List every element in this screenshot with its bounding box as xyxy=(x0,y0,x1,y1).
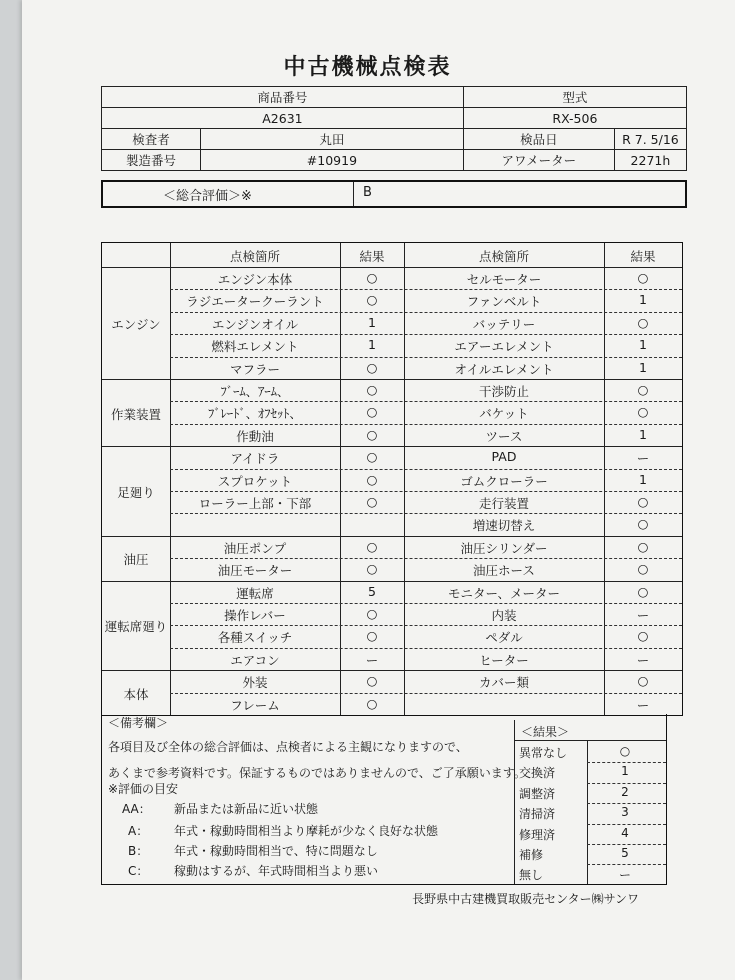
inspection-result-right: 1 xyxy=(639,292,647,308)
inspection-item-left: 運転席 xyxy=(236,585,274,601)
legend-value: 5 xyxy=(621,846,629,860)
inspector-label: 検査者 xyxy=(102,129,201,150)
legend-value: ー xyxy=(618,868,631,883)
inspection-result-left: ○ xyxy=(366,695,378,711)
legend-key: 交換済 xyxy=(519,766,556,781)
legend-row xyxy=(515,803,666,823)
grade-a-desc: 年式・稼動時間相当より摩耗が少なく良好な状態 xyxy=(174,824,439,838)
inspection-item-left: エンジンオイル xyxy=(211,316,299,332)
legend-key: 無し xyxy=(519,868,544,883)
grade-c-desc: 稼動はするが、年式時間相当より悪い xyxy=(174,864,379,878)
inspect-date-label: 検品日 xyxy=(463,129,614,150)
inspection-item-right: ゴムクローラー xyxy=(460,473,548,489)
legend-key: 修理済 xyxy=(519,827,556,842)
inspection-item-right: ツース xyxy=(485,428,523,444)
remarks-line-1: 各項目及び全体の総合評価は、点検者による主観になりますので、 xyxy=(108,740,468,754)
remarks-heading: ＜備考欄＞ xyxy=(108,716,169,730)
inspection-item-left: 各種スイッチ xyxy=(217,630,293,646)
inspection-result-right: ○ xyxy=(637,270,649,285)
inspection-item-left: フレーム xyxy=(230,697,280,713)
legend-key: 調整済 xyxy=(519,786,556,801)
inspection-result-right: 1 xyxy=(639,471,647,487)
inspection-result-right: ○ xyxy=(637,404,649,420)
inspection-item-right: バッテリー xyxy=(472,316,536,332)
overall-value: B xyxy=(363,185,372,200)
inspection-result-right: ○ xyxy=(637,628,649,644)
inspection-item-left: 燃料エレメント xyxy=(211,339,299,355)
inspection-result-right: 1 xyxy=(639,337,647,353)
grade-b: B： xyxy=(128,844,149,858)
header-result-left: 結果 xyxy=(359,249,385,264)
inspection-result-right: ○ xyxy=(637,583,649,599)
inspection-item-right: カバー類 xyxy=(478,675,529,691)
inspection-item-left: 操作レバー xyxy=(224,608,286,623)
hour-meter-value: 2271h xyxy=(614,150,686,171)
legend-key: 異常なし xyxy=(519,746,568,760)
inspection-result-left: ○ xyxy=(366,494,378,509)
inspection-result-left: ○ xyxy=(366,359,378,375)
inspection-result-right: ○ xyxy=(637,516,649,532)
inspection-result-left: 1 xyxy=(368,314,376,330)
header-point-right: 点検箇所 xyxy=(478,249,529,264)
inspection-item-right: エアーエレメント xyxy=(454,339,554,355)
inspection-result-right: 1 xyxy=(639,359,647,375)
inspection-result-right: ー xyxy=(636,608,650,623)
inspection-result-right: ○ xyxy=(637,673,649,689)
inspection-item-right: セルモーター xyxy=(466,272,542,287)
overall-label: ＜総合評価＞※ xyxy=(163,189,252,204)
inspection-item-left: エアコン xyxy=(230,652,280,668)
inspection-item-right: ヒーター xyxy=(479,652,529,668)
legend-value: 2 xyxy=(621,784,629,799)
inspection-item-right: 油圧ホース xyxy=(473,563,535,579)
inspection-item-right: PAD xyxy=(491,449,517,465)
legend-value: ○ xyxy=(619,744,631,758)
inspection-item-left: 油圧モーター xyxy=(217,563,293,579)
overall-evaluation xyxy=(101,180,687,208)
inspection-item-left: ﾌﾞｰﾑ、ｱｰﾑ、 xyxy=(220,384,290,399)
serial-value: #10919 xyxy=(201,150,464,171)
inspection-result-left: ○ xyxy=(366,673,378,689)
inspection-result-left: ○ xyxy=(366,292,378,308)
inspection-item-right: オイルエレメント xyxy=(454,361,554,377)
model-value: RX-506 xyxy=(463,108,686,129)
inspection-result-left: ○ xyxy=(366,606,378,621)
legend-row xyxy=(515,844,666,864)
category-label: 運転席廻り xyxy=(104,619,168,635)
inspection-result-left: 1 xyxy=(368,337,376,353)
inspection-item-right: 増速切替え xyxy=(472,518,536,534)
inspection-result-left: ○ xyxy=(366,628,378,644)
inspection-result-left: ー xyxy=(365,652,379,668)
legend-row xyxy=(515,864,666,884)
inspection-item-left: エンジン本体 xyxy=(217,272,293,287)
legend-key: 清掃済 xyxy=(519,807,556,822)
inspection-item-right: バケット xyxy=(479,406,529,422)
inspection-item-left: ﾌﾞﾚｰﾄﾞ、ｵﾌｾｯﾄ、 xyxy=(208,406,302,422)
inspect-date-value: R 7. 5/16 xyxy=(614,129,686,150)
inspection-item-left: 外装 xyxy=(242,675,268,691)
inspection-result-right: ○ xyxy=(637,561,649,577)
category-label: 油圧 xyxy=(123,552,149,568)
category-label: エンジン xyxy=(111,317,161,332)
inspection-result-right: 1 xyxy=(639,426,647,442)
inspection-result-left: ○ xyxy=(366,426,378,442)
inspection-grid xyxy=(101,242,683,716)
inspection-result-left: ○ xyxy=(366,270,378,285)
inspection-item-left: ラジエータークーラント xyxy=(186,294,324,310)
product-no-label: 商品番号 xyxy=(102,87,464,108)
inspection-result-right: ー xyxy=(636,652,650,668)
inspection-item-right: 走行装置 xyxy=(478,496,529,511)
inspection-result-left: ○ xyxy=(366,471,378,487)
legend-row xyxy=(515,824,666,844)
inspection-result-right: ○ xyxy=(637,382,649,397)
inspection-result-right: ○ xyxy=(637,314,649,330)
legend-row xyxy=(515,742,666,762)
inspection-result-right: ○ xyxy=(637,494,649,509)
inspection-item-left: 油圧ポンプ xyxy=(223,540,287,556)
inspection-result-right: ー xyxy=(636,697,650,713)
grade-c: C： xyxy=(128,864,149,878)
result-legend xyxy=(514,720,666,884)
category-label: 足廻り xyxy=(117,485,155,500)
inspection-result-left: ○ xyxy=(366,561,378,577)
inspection-item-left: ローラー上部・下部 xyxy=(198,496,312,511)
hour-meter-label: アワメーター xyxy=(463,150,614,171)
inspection-result-left: ○ xyxy=(366,382,378,397)
header-table xyxy=(101,86,687,171)
grade-a: A： xyxy=(128,824,149,838)
inspection-result-left: 5 xyxy=(368,583,376,599)
inspection-result-right: ー xyxy=(636,451,650,467)
model-label: 型式 xyxy=(463,87,686,108)
category-label: 作業装置 xyxy=(110,406,161,422)
inspection-item-left: マフラー xyxy=(229,361,280,377)
inspection-item-left: スプロケット xyxy=(217,473,293,489)
inspection-result-left: ○ xyxy=(366,449,378,465)
legend-row xyxy=(515,783,666,803)
header-result-right: 結果 xyxy=(630,249,656,264)
inspection-item-left: アイドラ xyxy=(230,451,280,467)
inspection-item-right: モニター、メーター xyxy=(447,585,560,601)
inspection-result-left: ○ xyxy=(366,404,378,420)
inspection-item-right: ファンベルト xyxy=(466,294,542,310)
legend-key: 補修 xyxy=(519,848,544,862)
page-title: 中古機械点検表 xyxy=(283,55,452,80)
inspection-item-right: 油圧シリンダー xyxy=(460,540,548,556)
inspector-value: 丸田 xyxy=(201,129,464,150)
inspection-item-left: 作動油 xyxy=(236,428,274,444)
inspection-result-left: ○ xyxy=(366,538,378,554)
footer-company: 長野県中古建機買取販売センター㈱サンワ xyxy=(412,892,639,906)
grade-aa-desc: 新品または新品に近い状態 xyxy=(174,802,319,816)
remarks-line-2: あくまで参考資料です。保証するものではありませんので、ご了承願います。 xyxy=(108,766,526,780)
inspection-item-right: ペダル xyxy=(485,630,523,646)
legend-heading: ＜結果＞ xyxy=(521,725,570,739)
grade-b-desc: 年式・稼動時間相当で、特に問題なし xyxy=(174,844,378,858)
grade-aa: AA： xyxy=(122,802,151,816)
category-label: 本体 xyxy=(123,686,149,702)
guide-heading: ※評価の目安 xyxy=(108,782,179,796)
legend-row xyxy=(515,762,666,782)
legend-value: 4 xyxy=(621,825,629,840)
inspection-item-right: 内装 xyxy=(491,608,517,623)
legend-value: 3 xyxy=(621,805,629,820)
header-point-left: 点検箇所 xyxy=(229,249,280,264)
legend-value: 1 xyxy=(621,764,629,779)
serial-label: 製造番号 xyxy=(102,150,201,171)
product-no-value: A2631 xyxy=(102,108,464,129)
inspection-result-right: ○ xyxy=(637,538,649,554)
inspection-item-right: 干渉防止 xyxy=(478,384,529,399)
